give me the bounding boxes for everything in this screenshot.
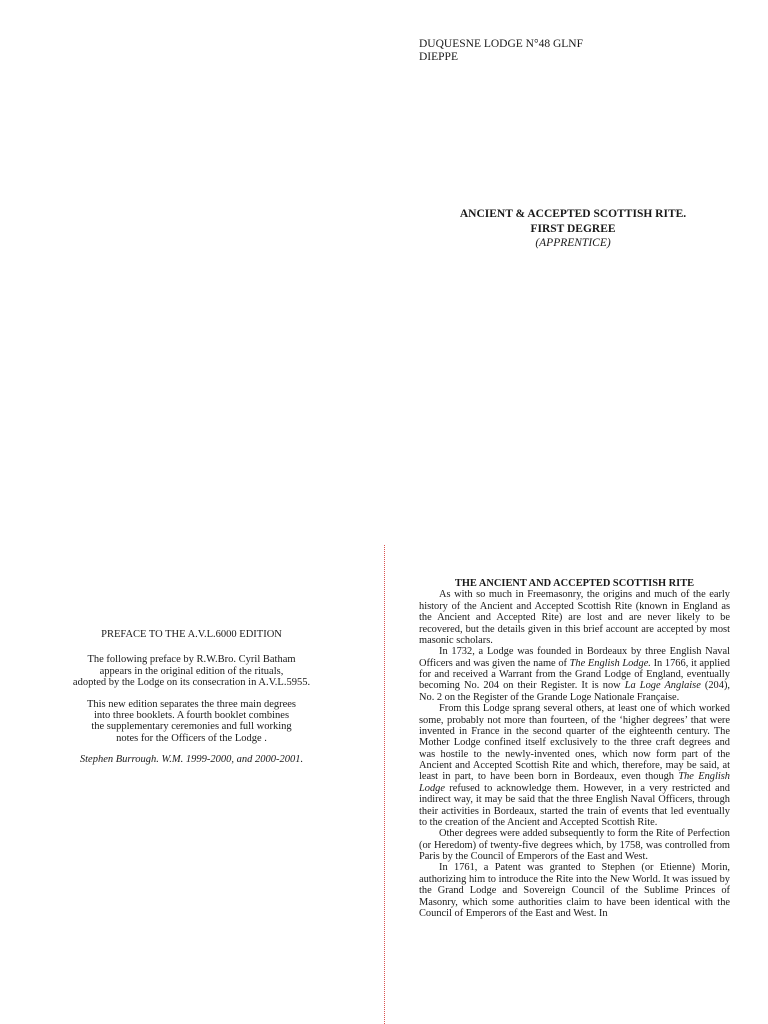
preface-signature: Stephen Burrough. W.M. 1999-2000, and 2000-2001. — [79, 754, 304, 766]
title-degree: FIRST DEGREE — [530, 222, 616, 235]
preface-line: notes for the Officers of the Lodge . — [116, 732, 267, 744]
text-run: refused to acknowledge them. However, in a very restricted and indirect way, it may be said that the three English Naval Officers, through their activities in Bordeaux, started the train of events that led eventually to the creation of the Ancient and Accepted Scottish Rite. — [419, 782, 730, 828]
lodge-name: DUQUESNE LODGE N°48 GLNF — [419, 38, 583, 50]
preface-line: the supplementary ceremonies and full working — [91, 721, 292, 733]
text-run: From this Lodge sprang several others, at least one of which worked some, probably not more than fourteen, of the ‘higher degrees’ that were invented in France in the second quarter of the eighteenth century. The Mother Lodge confined itself exclusively to the three craft degrees and was hostile to the newly-invented ones, which now form part of the Ancient and Accepted Scottish Rite and which, therefore, may be said, at least in part, to have been born in Bordeaux, even though — [419, 703, 730, 783]
text-run: In 1732, a Lodge was founded in Bordeaux by three English Naval Officers and was given the name of — [419, 646, 730, 669]
preface-line: This new edition separates the three main degrees — [86, 698, 297, 710]
preface-section — [55, 629, 328, 766]
preface-line: adopted by the Lodge on its consecration in A.V.L.5955. — [72, 677, 311, 689]
article-paragraph-2 — [419, 646, 730, 703]
title-subtitle: (APPRENTICE) — [535, 237, 611, 249]
lodge-name-italic: The English Lodge — [419, 771, 730, 794]
text-run: (204), No. 2 on the Register of the Grande Loge Nationale Française. — [419, 680, 731, 703]
preface-paragraph-2 — [55, 699, 328, 745]
preface-paragraph-1 — [55, 654, 328, 688]
title-rite: ANCIENT & ACCEPTED SCOTTISH RITE. — [459, 208, 687, 220]
lodge-name-italic: The English Lodge. — [569, 657, 651, 669]
preface-line: appears in the original edition of the rituals, — [99, 665, 284, 677]
text-run: In 1766, it applied for and received a Warrant from the Grand Lodge of England, eventually becoming No. 204 on their Register. It is now — [419, 657, 730, 692]
lodge-city: DIEPPE — [419, 50, 458, 63]
article-heading: THE ANCIENT AND ACCEPTED SCOTTISH RITE — [454, 578, 695, 589]
article-paragraph-3 — [419, 703, 730, 828]
article-paragraph-5: In 1761, a Patent was granted to Stephen (or Etienne) Morin, authorizing him to introduce the Rite into the New World. It was issued by the Grand Lodge and Sovereign Council of the Sublime Princes of Masonry, which some authorities claim to have been identical with the Council of Emperors of the East and West. In — [419, 862, 730, 919]
article-section — [419, 578, 730, 919]
preface-line: The following preface by R.W.Bro. Cyril Batham — [87, 654, 296, 666]
article-paragraph-4: Other degrees were added subsequently to form the Rite of Perfection (or Heredom) of twenty-five degrees which, by 1758, was controlled from Paris by the Council of Emperors of the East and West. — [419, 828, 730, 862]
preface-heading: PREFACE TO THE A.V.L.6000 EDITION — [101, 629, 282, 640]
lodge-name-italic: La Loge Anglaise — [624, 680, 701, 692]
document-title — [418, 207, 728, 251]
article-paragraph-1: As with so much in Freemasonry, the origins and much of the early history of the Ancient and Accepted Scottish Rite (known in England as the Ancient and Accepted Rite) are lost and are never likely to be recovered, but the details given in this brief account are accepted by most masonic scholars. — [419, 589, 730, 646]
preface-line: into three booklets. A fourth booklet combines — [93, 710, 290, 722]
column-divider — [384, 545, 385, 1024]
page-header — [419, 38, 583, 63]
